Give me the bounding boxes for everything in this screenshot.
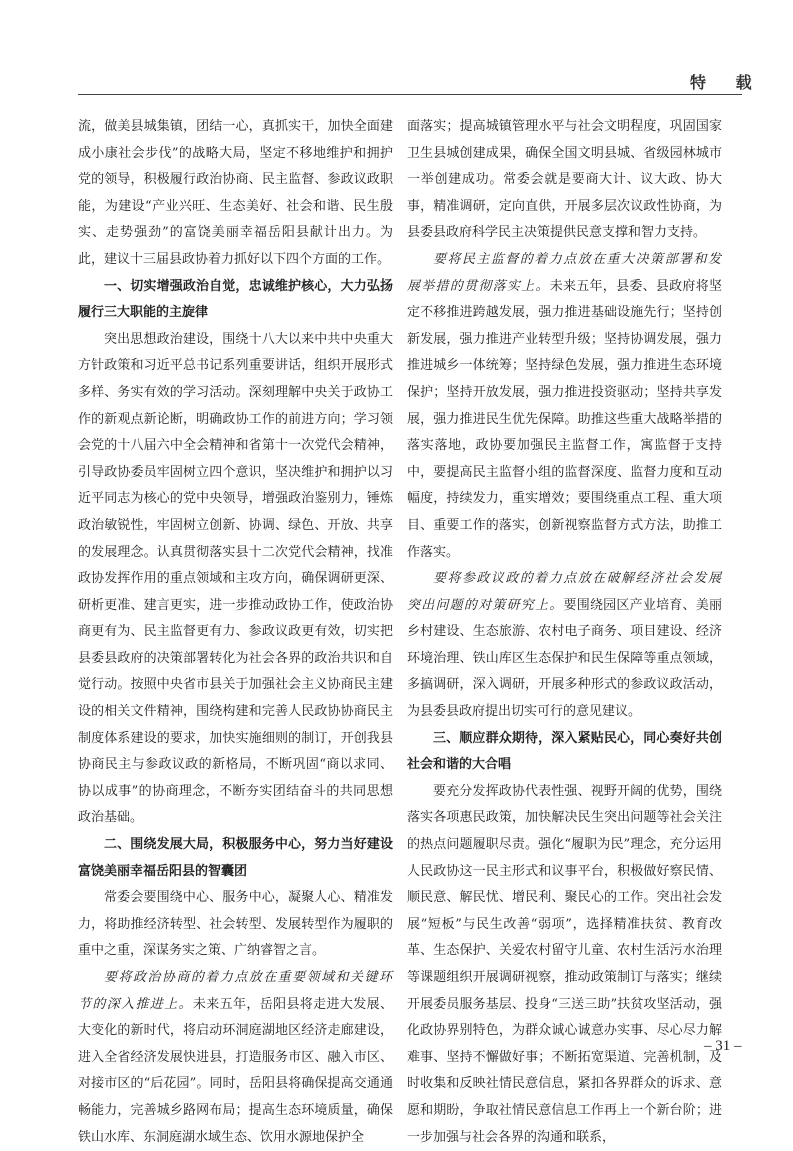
right-column bbox=[407, 114, 722, 1151]
section-heading-2: 二、围绕发展大局，积极服务中心，努力当好建设富饶美丽幸福岳阳县的智囊团 bbox=[78, 837, 393, 879]
left-column bbox=[78, 114, 393, 1151]
header-divider bbox=[78, 94, 742, 95]
paragraph-body: 要围绕园区产业培育、美丽乡村建设、生态旅游、农村电子商务、项目建设、经济环境治理、铁山库区生态保护和民生保障等重点领域，多搞调研，深入调研，开展多种形式的参政议政活动，为县委县政府提出切实可行的意见建议。 bbox=[407, 597, 722, 720]
paragraph-lead: 要将民主监督的着力点放在重大决策部署和发展举措的贯彻落实上。 bbox=[407, 251, 722, 294]
page-number: – 31 – bbox=[704, 1038, 742, 1054]
paragraph: 常委会要围绕中心、服务中心，凝聚人心、精准发力，将助推经济转型、社会转型、发展转型作为履职的重中之重，深谋务实之策、广纳睿智之言。 bbox=[78, 890, 393, 959]
paragraph-body: 未来五年，县委、县政府将坚定不移推进跨越发展，强力推进基础设施先行；坚持创新发展，强力推进产业转型升级；坚持协调发展，强力推进城乡一体统筹；坚持绿色发展，强力推进生态环境保护；坚持开放发展，强力推进投资驱动；坚持共享发展，强力推进民生优先保障。助推这些重大战略举措的落实落地，政协要加强民主监督工作，寓监督于支持中，要提高民主监督小组的监督深度、监督力度和互动幅度，持续发力，重实增效；要围绕重点工程、重大项目、重要工作的落实，创新视察监督方式方法，助推工作落实。 bbox=[407, 278, 722, 560]
section-heading-1: 一、切实增强政治自觉，忠诚维护核心，大力弘扬履行三大职能的主旋律 bbox=[78, 278, 393, 321]
section-title: 特 载 bbox=[690, 73, 764, 92]
paragraph-body: 未来五年，岳阳县将走进大发展、大变化的新时代，将启动环洞庭湖地区经济走廊建设，进入全省经济发展快进县，打造服务市区、融入市区、对接市区的“后花园”。同时，岳阳县将确保提高交通通畅能力，完善城乡路网布局；提高生态环境质量，确保铁山水库、东洞庭湖水域生态、饮用水源地保护全 bbox=[78, 996, 393, 1145]
paragraph bbox=[78, 965, 393, 1151]
section-heading-3: 三、顺应群众期待，深入紧贴民心，同心奏好共创社会和谐的大合唱 bbox=[407, 730, 722, 773]
paragraph bbox=[407, 566, 722, 726]
paragraph-lead: 要将政治协商的着力点放在重要领域和关键环节的深入推进上。 bbox=[78, 970, 393, 1012]
paragraph-lead: 要将参政议政的着力点放在破解经济社会发展突出问题的对策研究上。 bbox=[407, 571, 722, 613]
paragraph: 突出思想政治建设，围绕十八大以来中共中央重大方针政策和习近平总书记系列重要讲话，组织开展形式多样、务实有效的学习活动。深刻理解中央关于政协工作的新观点新论断，明确政协工作的前进方向；学习领会党的十八届六中全会精神和省第十一次党代会精神，引导政协委员牢固树立四个意识，坚决维护和拥护以习近平同志为核心的党中央领导，增强政治鉴别力，锤炼政治敏锐性，牢固树立创新、协调、绿色、开放、共享的发展理念。认真贯彻落实县十二次党代会精神，找准政协发挥作用的重点领域和主攻方向，确保调研更深、研析更准、建言更实，进一步推动政协工作，使政治协商更有为、民主监督更有力、参政议政更有效，切实把县委县政府的决策部署转化为社会各界的政治共识和自觉行动。按照中央省市县关于加强社会主义协商民主建设的相关文件精神，围绕构建和完善人民政协协商民主制度体系建设的要求，加快实施细则的制订，开创我县协商民主与参政议政的新格局，不断巩固“商以求同、协以成事”的协商理念，不断夯实团结奋斗的共同思想政治基础。 bbox=[78, 331, 393, 826]
paragraph: 要充分发挥政协代表性强、视野开阔的优势，围绕落实各项惠民政策，加快解决民生突出问题等社会关注的热点问题履职尽责。强化“履职为民”理念，充分运用人民政协这一民主形式和议事平台，积极做好察民情、顺民意、解民忧、增民利、聚民心的工作。突出社会发展“短板”与民生改善“弱项”，选择精准扶贫、教育改革、生态保护、关爱农村留守儿童、农村生活污水治理等课题组织开展调研视察，推动政策制订与落实；继续开展委员服务基层、投身“三送三助”扶贫攻坚活动，强化政协界别特色，为群众诚心诚意办实事、尽心尽力解难事、坚持不懈做好事；不断拓宽渠道、完善机制，及时收集和反映社情民意信息，紧扣各界群众的诉求、意愿和期盼，争取社情民意信息工作再上一个新台阶；进一步加强与社会各界的沟通和联系， bbox=[407, 783, 722, 1145]
paragraph: 流，做美县城集镇，团结一心，真抓实干，加快全面建成小康社会步伐”的战略大局，坚定不移地维护和拥护党的领导，积极履行政治协商、民主监督、参政议政职能，为建设“产业兴旺、生态美好、社会和谐、民生殷实、走势强劲”的富饶美丽幸福岳阳县献计出力。为此，建议十三届县政协着力抓好以下四个方面的工作。 bbox=[78, 119, 393, 267]
paragraph: 面落实；提高城镇管理水平与社会文明程度，巩固国家卫生县城创建成果，确保全国文明县城、省级园林城市一举创建成功。常委会就是要商大计、议大政、协大事，精准调研，定向直供，开展多层次议政性协商，为县委县政府科学民主决策提供民意支撑和智力支持。 bbox=[407, 119, 722, 241]
paragraph bbox=[407, 247, 722, 566]
